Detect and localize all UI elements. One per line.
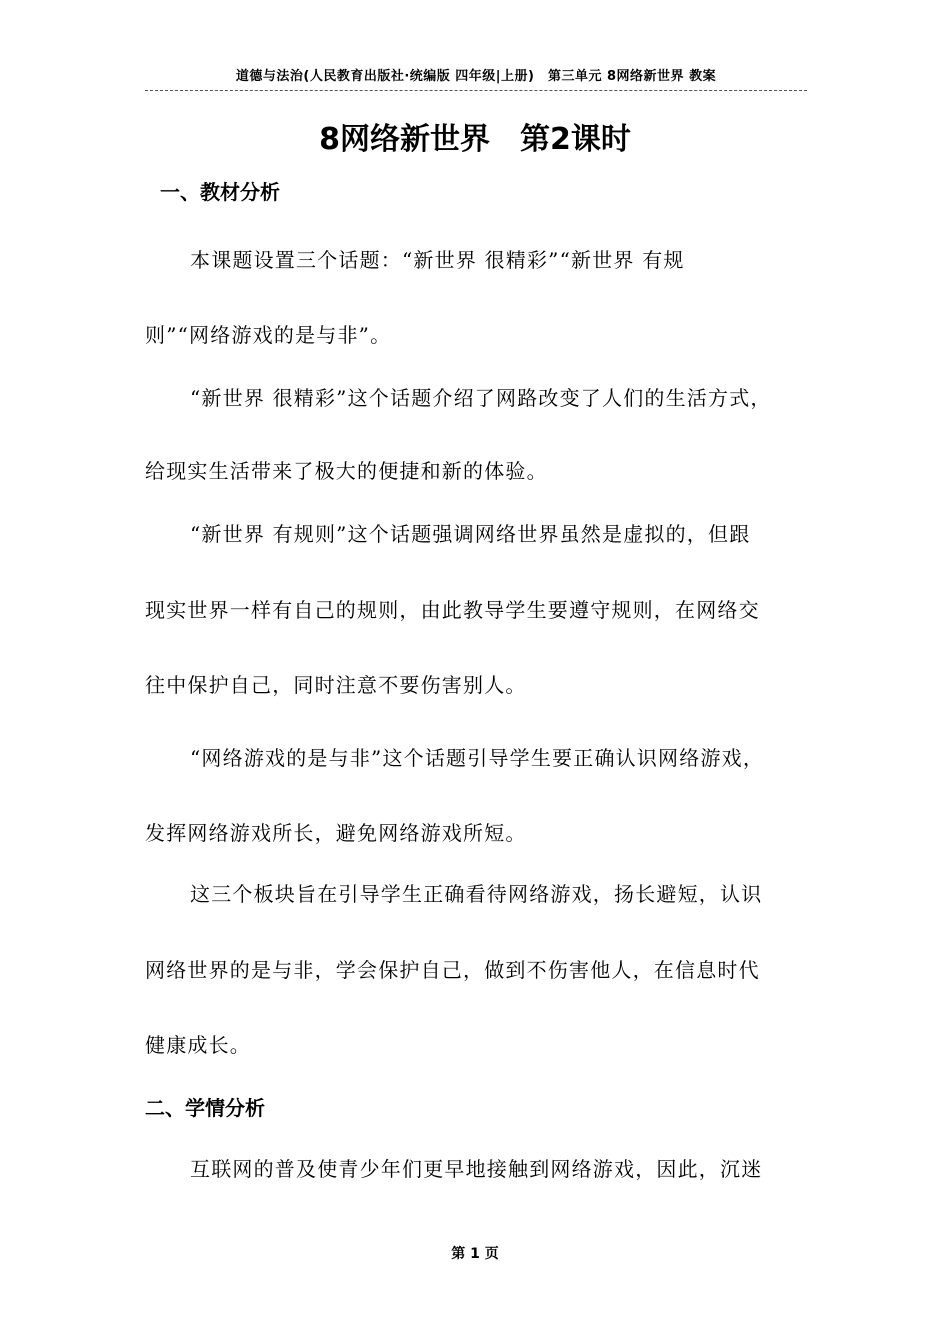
paragraph-line: 往中保护自己，同时注意不要伤害别人。 xyxy=(145,673,527,697)
section-heading-textbook-analysis: 一、教材分析 xyxy=(160,180,280,204)
paragraph-line: 这三个板块旨在引导学生正确看待网络游戏，扬长避短，认识 xyxy=(190,882,763,906)
running-header: 道德与法治(人民教育出版社·统编版 四年级|上册) 第三单元 8网络新世界 教案 xyxy=(145,66,807,91)
section-heading-learner-analysis: 二、学情分析 xyxy=(145,1096,265,1120)
paragraph-line: 健康成长。 xyxy=(145,1033,251,1057)
paragraph-line: 则”“网络游戏的是与非”。 xyxy=(145,323,392,347)
paragraph-line: 现实世界一样有自己的规则，由此教导学生要遵守规则，在网络交 xyxy=(145,598,760,622)
paragraph-line: 发挥网络游戏所长，避免网络游戏所短。 xyxy=(145,821,527,845)
paragraph-line: “新世界 很精彩”这个话题介绍了网路改变了人们的生活方式， xyxy=(190,386,772,410)
paragraph-line: “新世界 有规则”这个话题强调网络世界虽然是虚拟的，但跟 xyxy=(190,522,751,546)
paragraph-line: “网络游戏的是与非”这个话题引导学生要正确认识网络游戏， xyxy=(190,746,765,770)
paragraph-line: 互联网的普及使青少年们更早地接触到网络游戏，因此，沉迷 xyxy=(190,1157,763,1181)
page-number: 第 1 页 xyxy=(451,1246,499,1262)
paragraph-line: 本课题设置三个话题：“新世界 很精彩”“新世界 有规 xyxy=(190,248,685,272)
paragraph-line: 网络世界的是与非，学会保护自己，做到不伤害他人，在信息时代 xyxy=(145,958,760,982)
lesson-title: 8网络新世界 第2课时 xyxy=(319,122,631,157)
paragraph-line: 给现实生活带来了极大的便捷和新的体验。 xyxy=(145,459,548,483)
